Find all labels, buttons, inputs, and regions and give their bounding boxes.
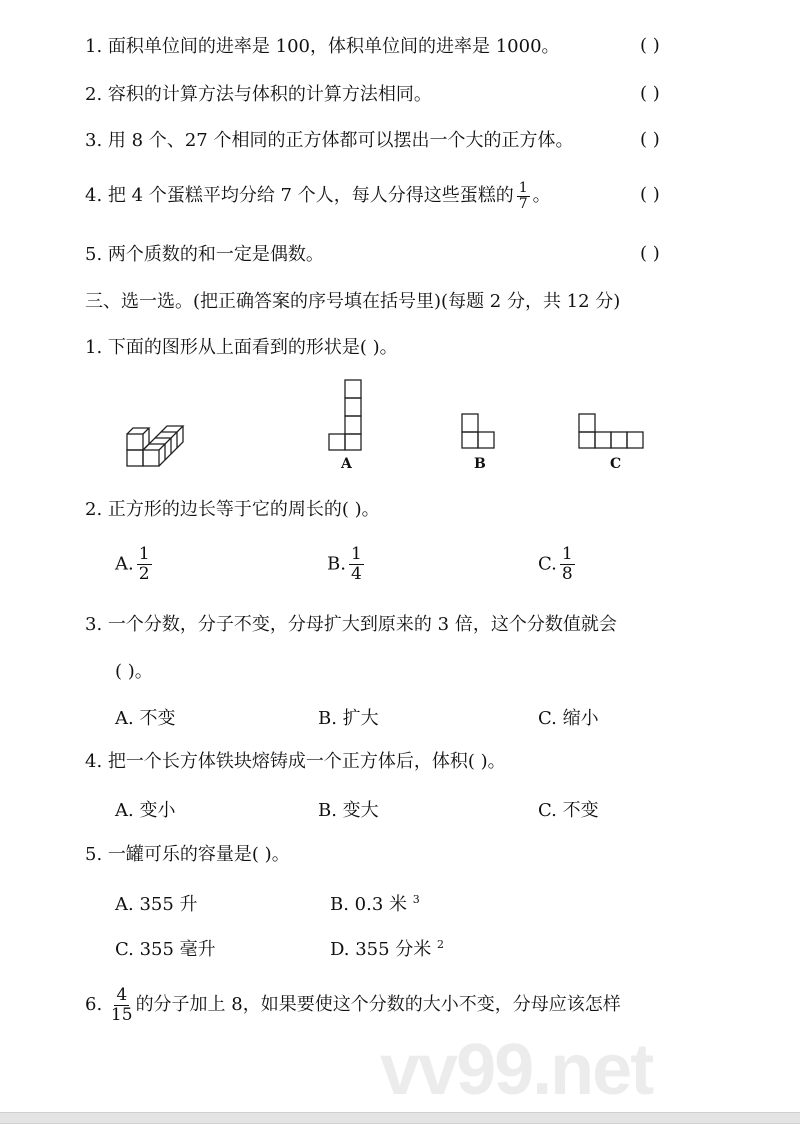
q5-option-a[interactable]: A. 355 升 (115, 894, 198, 915)
q5-option-d[interactable]: D. 355 分米 $^2$ (330, 938, 445, 960)
option-b-label: B (474, 456, 486, 472)
option-a-figure (325, 378, 370, 453)
page-separator (0, 1112, 800, 1124)
question-3: 3. 一个分数，分子不变，分母扩大到原来的 3 倍，这个分数值就会 (85, 614, 617, 635)
option-a-label: A (341, 456, 352, 472)
question-4: 4. 把一个长方体铁块熔铸成一个正方体后，体积( )。 (85, 751, 506, 772)
q5-option-c[interactable]: C. 355 毫升 (115, 939, 216, 960)
option-b-figure (458, 412, 503, 452)
q4-option-a[interactable]: A. 变小 (115, 800, 176, 821)
q4-option-c[interactable]: C. 不变 (538, 800, 599, 821)
answer-paren-4[interactable]: ( ) (640, 184, 660, 205)
judge-3: 3. 用 8 个、27 个相同的正方体都可以摆出一个大的正方体。 (85, 130, 574, 151)
watermark: vv99.net (380, 1030, 653, 1110)
q5-option-b[interactable]: B. 0.3 米 $^3$ (330, 893, 420, 915)
question-6: 6. $\frac{4}{15}$ 的分子加上 8，如果要使这个分数的大小不变，分母应该怎样 (85, 984, 621, 1025)
option-c-label: C (610, 456, 622, 472)
question-1: 1. 下面的图形从上面看到的形状是( )。 (85, 337, 398, 358)
answer-paren-3[interactable]: ( ) (640, 129, 660, 150)
q3-option-a[interactable]: A. 不变 (115, 708, 176, 729)
section-heading: 三、选一选。(把正确答案的序号填在括号里)(每题 2 分，共 12 分) (85, 291, 621, 312)
judge-2: 2. 容积的计算方法与体积的计算方法相同。 (85, 84, 432, 105)
q3-option-c[interactable]: C. 缩小 (538, 708, 599, 729)
judge-5: 5. 两个质数的和一定是偶数。 (85, 244, 324, 265)
judge-4: 4. 把 4 个蛋糕平均分给 7 个人，每人分得这些蛋糕的 $\frac{1}{7}$ 。 (85, 179, 551, 212)
question-3-cont: ( )。 (115, 661, 153, 682)
question-2: 2. 正方形的边长等于它的周长的( )。 (85, 499, 380, 520)
judge-1: 1. 面积单位间的进率是 100，体积单位间的进率是 1000。 (85, 36, 560, 57)
q2-option-a[interactable]: A. $\frac{1}{2}$ (115, 544, 150, 584)
q2-option-b[interactable]: B. $\frac{1}{4}$ (327, 544, 362, 584)
answer-paren-5[interactable]: ( ) (640, 243, 660, 264)
question-5: 5. 一罐可乐的容量是( )。 (85, 844, 290, 865)
answer-paren-1[interactable]: ( ) (640, 35, 660, 56)
q4-option-b[interactable]: B. 变大 (318, 800, 379, 821)
option-c-figure (575, 412, 655, 452)
q3-option-b[interactable]: B. 扩大 (318, 708, 379, 729)
answer-paren-2[interactable]: ( ) (640, 83, 660, 104)
q2-option-c[interactable]: C. $\frac{1}{8}$ (538, 544, 573, 584)
cube-stack-figure (125, 420, 195, 472)
